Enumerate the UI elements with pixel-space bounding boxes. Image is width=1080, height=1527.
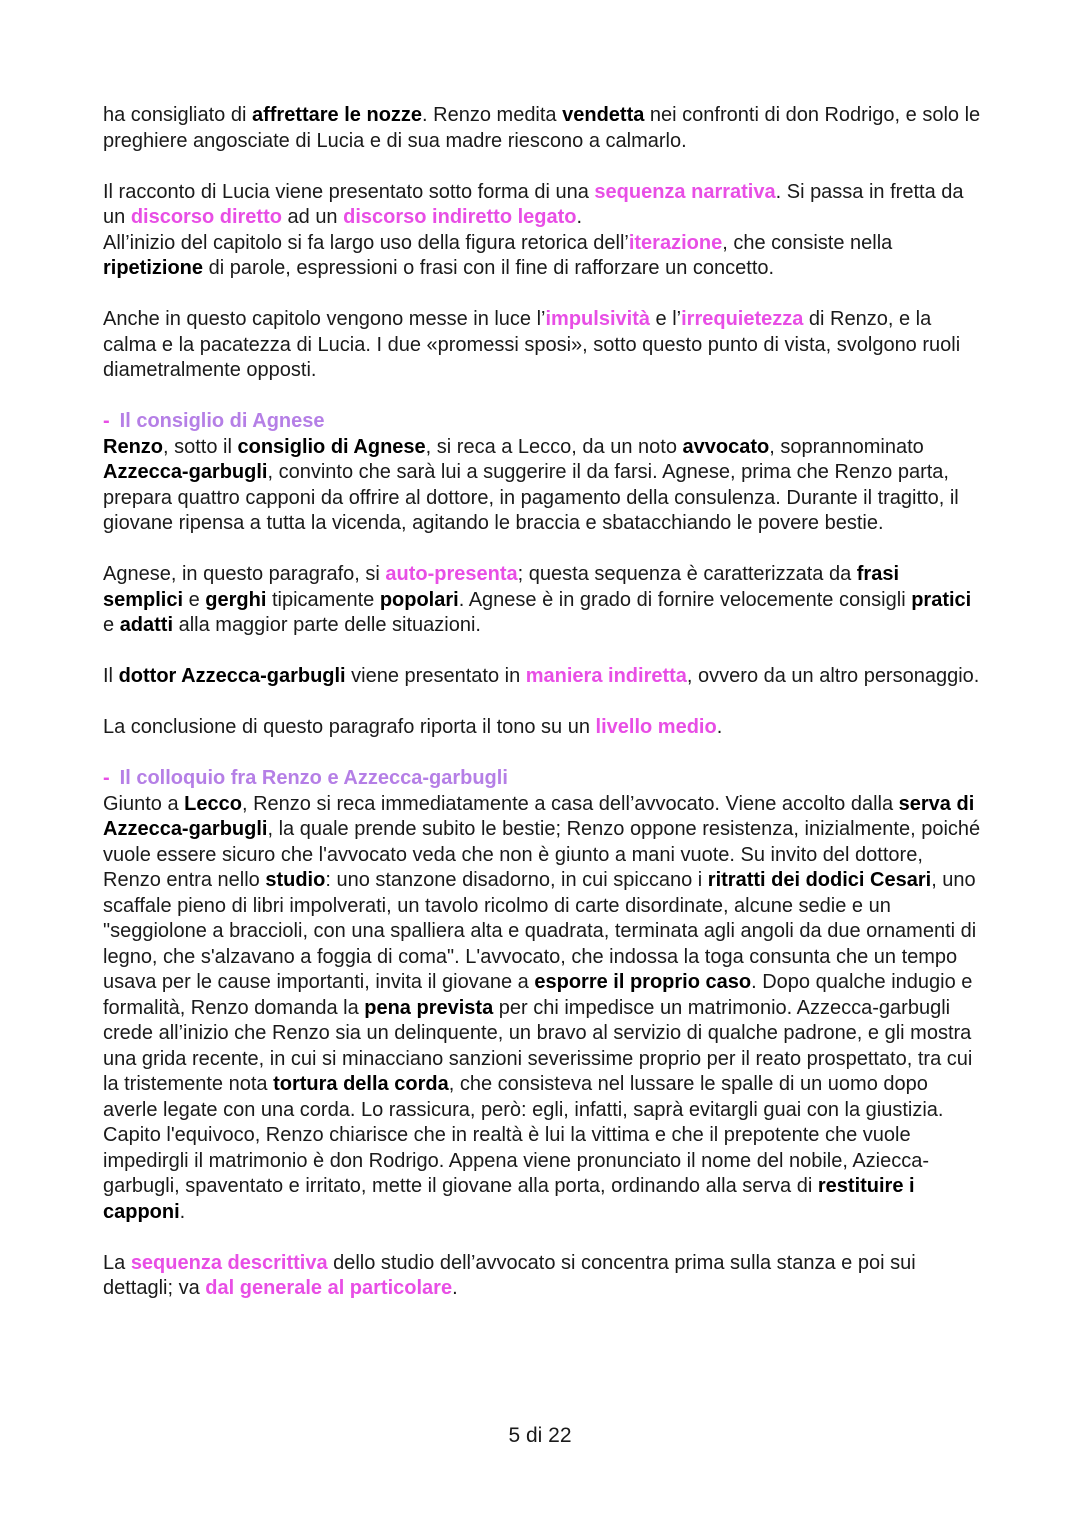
bold-term: pratici xyxy=(911,588,972,611)
bold-term: vendetta xyxy=(562,104,645,126)
paragraph-intro: ha consigliato di affrettare le nozze. Renzo medita vendetta nei confronti di don Rodrigo, e solo le preghiere angosciate di Lucia e di sua madre riescono a calmarlo. xyxy=(103,104,981,152)
bold-term: esporre il proprio caso xyxy=(534,971,752,993)
bold-term: Azzecca-garbugli xyxy=(103,461,268,483)
bold-term: Renzo xyxy=(103,435,163,458)
bold-term: adatti xyxy=(119,614,174,636)
bold-term: ritratti dei dodici Cesari xyxy=(707,869,932,891)
highlight-term: discorso diretto xyxy=(130,206,282,228)
bold-term: pena prevista xyxy=(364,996,494,1019)
paragraph-azzecca-presentation: Il dottor Azzecca-garbugli viene presentato in maniera indiretta, ovvero da un altro personaggio. xyxy=(103,665,980,687)
paragraph-agnese-style: Agnese, in questo paragrafo, si auto-presenta; questa sequenza è caratterizzata da frasi semplici e gerghi tipicamente popolari. Agnese è in grado di fornire velocemente consigli pratici e adatti alla maggior parte delle situazioni. xyxy=(103,563,972,636)
paragraph-agnese-advice: Renzo, sotto il consiglio di Agnese, si reca a Lecco, da un noto avvocato, soprannominato Azzecca-garbugli, convinto che sarà lui a suggerire il da farsi. Agnese, prima che Renzo parta, prepara quattro capponi da offrire al dottore, in pagamento della consulenza. Durante il tragitto, il giovane ripensa a tutta la vicenda, agitando le braccia e sbatacchiando le povere bestie. xyxy=(103,435,959,534)
bold-term: tortura della corda xyxy=(273,1073,449,1095)
paragraph-descriptive-sequence: La sequenza descrittiva dello studio dell’avvocato si concentra prima sulla stanza e poi sui dettagli; va dal generale al particolare. xyxy=(103,1251,916,1299)
bold-term: serva di Azzecca-garbugli xyxy=(103,792,975,840)
paragraph-iteration: All’inizio del capitolo si fa largo uso della figura retorica dell’iterazione, che consiste nella ripetizione di parole, espressioni o frasi con il fine di rafforzare un concetto. xyxy=(103,231,893,279)
document-body xyxy=(103,103,983,1302)
highlight-term: irrequietezza xyxy=(681,308,804,330)
highlight-term: dal generale al particolare xyxy=(205,1277,453,1299)
section-heading-agnese: - Il consiglio di Agnese xyxy=(103,410,325,432)
bullet-dash: - xyxy=(103,767,110,789)
highlight-term: impulsività xyxy=(545,308,650,330)
bold-term: dottor Azzecca-garbugli xyxy=(118,665,346,687)
paragraph-narrative-sequence: Il racconto di Lucia viene presentato sotto forma di una sequenza narrativa. Si passa in fretta da un discorso diretto ad un discorso indiretto legato. xyxy=(103,180,964,228)
paragraph-equivoco: Capito l'equivoco, Renzo chiarisce che in realtà è lui la vittima e che il prepotente che vuole impedirgli il matrimonio è don Rodrigo. Appena viene pronunciato il nome del nobile, Aziecca-garbugli, spaventato e irritato, mette il giovane alla porta, ordinando alla serva di restituire i capponi. xyxy=(103,1124,930,1223)
bold-term: consiglio di Agnese xyxy=(237,435,426,458)
highlight-term: maniera indiretta xyxy=(525,665,687,687)
highlight-term: discorso indiretto legato xyxy=(343,206,577,228)
paragraph-characters: Anche in questo capitolo vengono messe in luce l’impulsività e l’irrequietezza di Renzo, e la calma e la pacatezza di Lucia. I due «promessi sposi», sotto questo punto di vista, svolgono ruoli diametralmente opposti. xyxy=(103,308,961,381)
highlight-term: livello medio xyxy=(595,716,717,738)
bold-term: studio xyxy=(265,869,326,891)
highlight-term: sequenza narrativa xyxy=(594,180,776,203)
paragraph-conclusion: La conclusione di questo paragrafo riporta il tono su un livello medio. xyxy=(103,716,723,738)
paragraph-colloquio: Giunto a Lecco, Renzo si reca immediatamente a casa dell’avvocato. Viene accolto dalla serva di Azzecca-garbugli, la quale prende subito le bestie; Renzo oppone resistenza, inizialmente, poiché vuole essere sicuro che l'avvocato veda che non è giunto a mani vuote. Su invito del dottore, Renzo entra nello studio: uno stanzone disadorno, in cui spiccano i ritratti dei dodici Cesari, uno scaffale pieno di libri impolverati, un tavolo ricolmo di carte disordinate, alcune sedie e un "seggiolone a braccioli, con una spalliera alta e quadrata, terminata agli angoli da due ornamenti di legno, che s'alzavano a foggia di coma". L'avvocato, che indossa la toga consunta che un tempo usava per le cause importanti, invita il giovane a esporre il proprio caso. Dopo qualche indugio e formalità, Renzo domanda la pena prevista per chi impedisce un matrimonio. Azzecca-garbugli crede all’inizio che Renzo sia un delinquente, un bravo al servizio di qualche padrone, e gli mostra una grida recente, in cui si minacciano sanzioni severissime proprio per il reato prospettato, tra cui la tristemente nota tortura della corda, che consisteva nel lussare le spalle di un uomo dopo averle legate con una corda. Lo rassicura, però: egli, infatti, saprà evitargli guai con la giustizia. xyxy=(103,792,981,1121)
bold-term: restituire i capponi xyxy=(103,1175,915,1223)
section-heading-colloquio: - Il colloquio fra Renzo e Azzecca-garbugli xyxy=(103,767,508,789)
bold-term: avvocato xyxy=(682,435,770,458)
bold-term: ripetizione xyxy=(103,257,204,279)
bullet-dash: - xyxy=(103,410,110,432)
page-number: 5 di 22 xyxy=(508,1424,572,1447)
highlight-term: sequenza descrittiva xyxy=(130,1251,328,1274)
bold-term: frasi semplici xyxy=(103,563,900,611)
bold-term: affrettare le nozze xyxy=(251,104,423,126)
bold-term: gerghi xyxy=(205,588,267,611)
highlight-term: iterazione xyxy=(628,231,723,254)
highlight-term: auto-presenta xyxy=(385,563,518,585)
bold-term: Lecco xyxy=(184,792,242,815)
bold-term: popolari xyxy=(379,588,459,611)
